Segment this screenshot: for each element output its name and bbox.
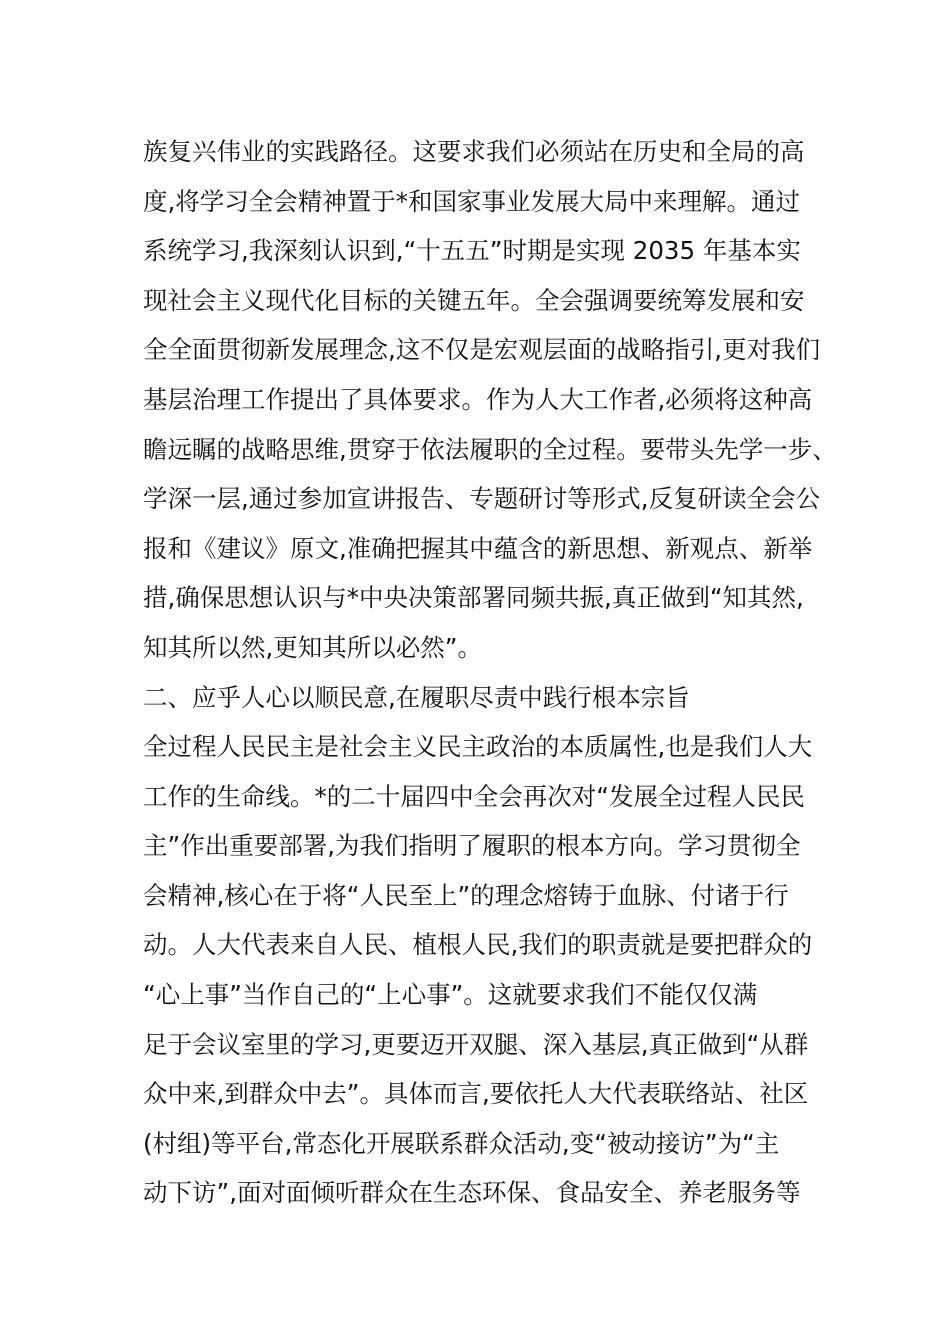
text-line: 学深一层,通过参加宣讲报告、专题研讨等形式,反复研读全会公	[143, 484, 821, 513]
text-line: 全过程人民民主是社会主义民主政治的本质属性,也是我们人大	[143, 732, 813, 761]
text-line: 主”作出重要部署,为我们指明了履职的根本方向。学习贯彻全	[143, 831, 801, 860]
text-line: 度,将学习全会精神置于*和国家事业发展大局中来理解。通过	[143, 187, 801, 216]
text-line: 会精神,核心在于将“人民至上”的理念熔铸于血脉、付诸于行	[143, 881, 789, 910]
text-line: 足于会议室里的学习,更要迈开双腿、深入基层,真正做到“从群	[143, 1030, 809, 1059]
text-line: 知其所以然,更知其所以必然”。	[143, 633, 482, 662]
text-line: 系统学习,我深刻认识到,“十五五”时期是实现 2035 年基本实	[143, 236, 801, 265]
text-line: 现社会主义现代化目标的关键五年。全会强调要统筹发展和安	[143, 286, 805, 315]
text-line: 基层治理工作提出了具体要求。作为人大工作者,必须将这种高	[143, 385, 813, 414]
text-line: 工作的生命线。*的二十届四中全会再次对“发展全过程人民民	[143, 782, 805, 811]
section-heading: 二、应乎人心以顺民意,在履职尽责中践行根本宗旨	[143, 683, 690, 712]
text-line: (村组)等平台,常态化开展联系群众活动,变“被动接访”为“主	[143, 1129, 780, 1158]
text-line: 报和《建议》原文,准确把握其中蕴含的新思想、新观点、新举	[143, 534, 813, 563]
text-line: 动。人大代表来自人民、植根人民,我们的职责就是要把群众的	[143, 930, 813, 959]
text-line: 瞻远瞩的战略思维,贯穿于依法履职的全过程。要带头先学一步、	[143, 435, 837, 464]
text-line: 动下访”,面对面倾听群众在生态环保、食品安全、养老服务等	[143, 1178, 801, 1207]
text-line: 族复兴伟业的实践路径。这要求我们必须站在历史和全局的高	[143, 137, 805, 166]
text-line: 措,确保思想认识与*中央决策部署同频共振,真正做到“知其然,	[143, 583, 804, 612]
text-line: 全全面贯彻新发展理念,这不仅是宏观层面的战略指引,更对我们	[143, 335, 821, 364]
text-line: 众中来,到群众中去”。具体而言,要依托人大代表联络站、社区	[143, 1079, 809, 1108]
text-line: “心上事”当作自己的“上心事”。这就要求我们不能仅仅满	[143, 980, 758, 1009]
